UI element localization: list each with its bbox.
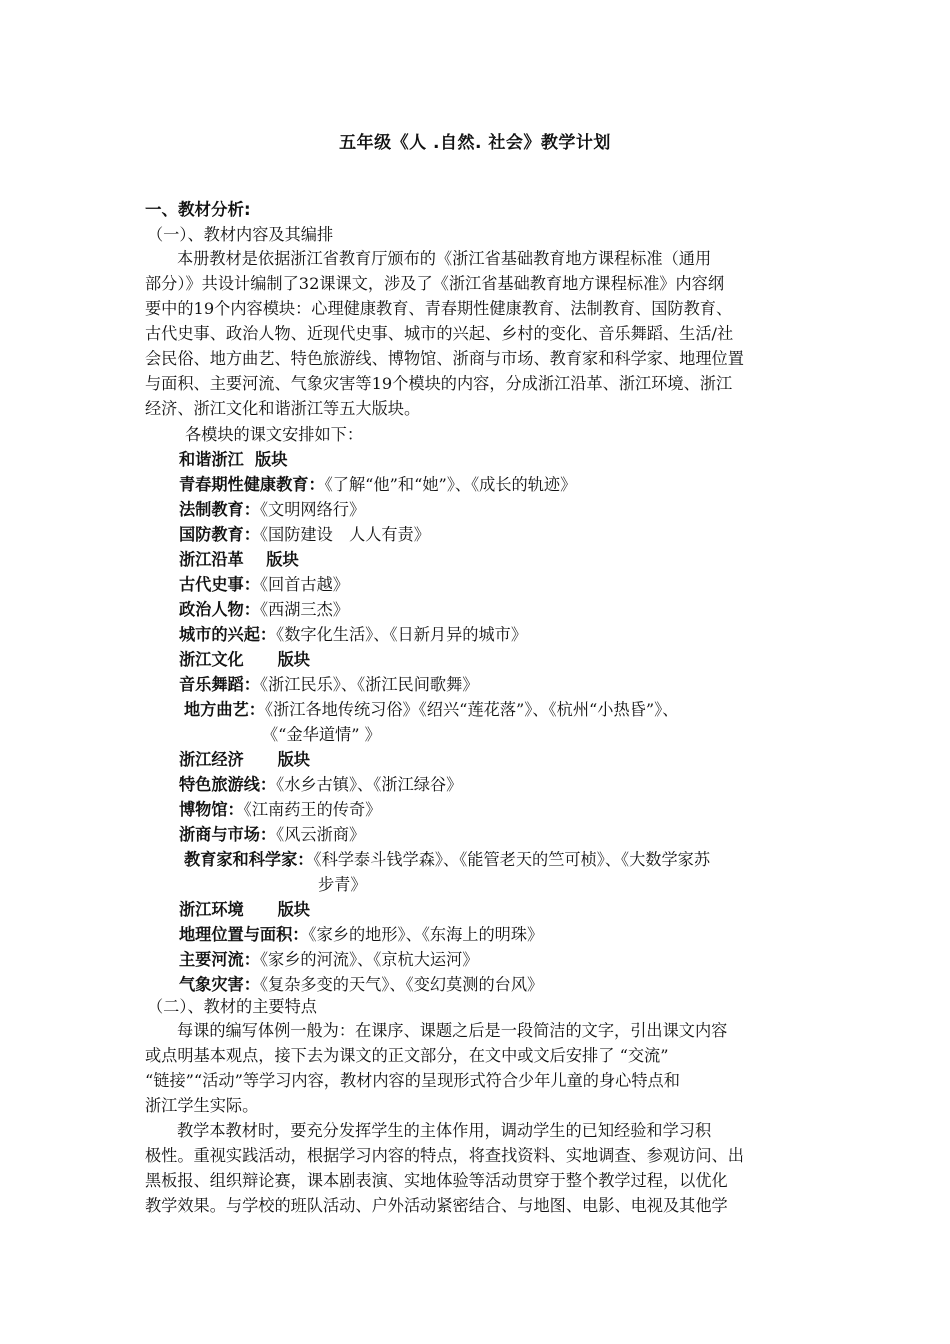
module-lessons: 《风云浙商》 (276, 825, 366, 844)
section-heading: 一、教材分析: (145, 200, 251, 219)
module-item (179, 946, 478, 970)
module-lessons: 《家乡的河流》、《京杭大运河》 (259, 950, 479, 969)
paragraph-line: 极性。重视实践活动，根据学习内容的特点，将查找资料、实地调查、参观访问、出 (145, 1146, 744, 1165)
subsection-heading-features: （二）、教材的主要特点 (147, 997, 317, 1016)
module-label: 城市的兴起： (179, 625, 277, 644)
module-section-heading: 浙江经济 版块 (179, 750, 310, 769)
module-lessons: 《了解“他”和“她”》、《成长的轨迹》 (324, 475, 577, 494)
module-item (184, 696, 678, 720)
document-title: 五年级《人 .自然. 社会》教学计划 (339, 133, 611, 153)
module-lessons: 《西湖三杰》 (259, 600, 349, 619)
paragraph-line: 要中的19个内容模块：心理健康教育、青春期性健康教育、法制教育、国防教育、 (145, 299, 733, 318)
paragraph-features (145, 1018, 809, 1118)
paragraph-line: “链接”“活动”等学习内容，教材内容的呈现形式符合少年儿童的身心特点和 (145, 1071, 680, 1090)
module-label: 音乐舞蹈： (179, 675, 260, 694)
module-label: 青春期性健康教育： (179, 475, 325, 494)
module-lessons: 《复杂多变的天气》、《变幻莫测的台风》 (259, 975, 544, 994)
module-item (179, 821, 365, 845)
module-label: 地理位置与面积： (179, 925, 309, 944)
module-label: 特色旅游线： (179, 775, 277, 794)
module-label: 博物馆： (179, 800, 244, 819)
module-item (179, 521, 430, 545)
module-label: 浙商与市场： (179, 825, 277, 844)
module-lessons: 《国防建设 人人有责》 (259, 525, 430, 544)
module-item (179, 671, 478, 695)
module-section-heading: 浙江环境 版块 (179, 900, 310, 919)
paragraph-line: 或点明基本观点，接下去为课文的正文部分，在文中或文后安排了 “交流” (145, 1046, 669, 1065)
module-label: 教育家和科学家： (184, 850, 314, 869)
module-section-heading: 浙江文化 版块 (179, 650, 310, 669)
module-label: 气象灾害： (179, 975, 260, 994)
module-item (179, 496, 365, 520)
module-lessons: 《浙江民乐》、《浙江民间歌舞》 (259, 675, 479, 694)
module-lessons-continued: 《“金华道情” 》 (262, 725, 381, 744)
module-lessons: 《数字化生活》、《日新月异的城市》 (276, 625, 528, 644)
module-label: 古代史事： (179, 575, 260, 594)
paragraph-line: 浙江学生实际。 (145, 1096, 259, 1115)
paragraph-line: 部分）》共设计编制了32课课文，涉及了《浙江省基础教育地方课程标准》内容纲 (145, 274, 725, 293)
module-item (179, 971, 543, 995)
paragraph-teaching (145, 1118, 809, 1218)
module-item (179, 921, 543, 945)
module-section-heading: 和谐浙江 版块 (179, 450, 288, 469)
module-item (179, 771, 462, 795)
paragraph-content-intro (145, 246, 809, 421)
paragraph-line: 古代史事、政治人物、近现代史事、城市的兴起、乡村的变化、音乐舞蹈、生活/社 (145, 324, 734, 343)
module-label: 主要河流： (179, 950, 260, 969)
module-lessons-continued: 步青》 (318, 875, 367, 894)
module-label: 法制教育： (179, 500, 260, 519)
module-item (179, 471, 576, 495)
module-lessons: 《科学泰斗钱学森》、《能管老天的竺可桢》、《大数学家苏 (313, 850, 711, 869)
module-item (179, 621, 527, 645)
module-lessons: 《家乡的地形》、《东海上的明珠》 (308, 925, 544, 944)
paragraph-line: 教学本教材时，要充分发挥学生的主体作用，调动学生的已知经验和学习积 (177, 1121, 712, 1140)
paragraph-line: 每课的编写体例一般为：在课序、课题之后是一段简洁的文字，引出课文内容 (177, 1021, 728, 1040)
module-label: 政治人物： (179, 600, 260, 619)
module-section-heading: 浙江沿革 版块 (179, 550, 299, 569)
module-label: 地方曲艺： (184, 700, 265, 719)
paragraph-line: 与面积、主要河流、气象灾害等19个模块的内容，分成浙江沿革、浙江环境、浙江 (145, 374, 733, 393)
paragraph-line: 会民俗、地方曲艺、特色旅游线、博物馆、浙商与市场、教育家和科学家、地理位置 (145, 349, 744, 368)
module-lessons: 《江南药王的传奇》 (243, 800, 382, 819)
module-item (184, 846, 710, 870)
module-lessons: 《水乡古镇》、《浙江绿谷》 (276, 775, 463, 794)
module-item (179, 571, 349, 595)
subsection-heading-content: （一）、教材内容及其编排 (147, 225, 334, 244)
module-lessons: 《浙江各地传统习俗》《绍兴“莲花落”》、《杭州“小热昏”》、 (264, 700, 679, 719)
module-lessons: 《回首古越》 (259, 575, 349, 594)
module-label: 国防教育： (179, 525, 260, 544)
arrange-intro: 各模块的课文安排如下： (185, 425, 364, 444)
module-item (179, 796, 381, 820)
paragraph-line: 黑板报、组织辩论赛，课本剧表演、实地体验等活动贯穿于整个教学过程，以优化 (145, 1171, 728, 1190)
paragraph-line: 本册教材是依据浙江省教育厅颁布的《浙江省基础教育地方课程标准（通用 (177, 249, 712, 268)
module-lessons: 《文明网络行》 (259, 500, 366, 519)
paragraph-line: 教学效果。与学校的班队活动、户外活动紧密结合、与地图、电影、电视及其他学 (145, 1196, 728, 1215)
paragraph-line: 经济、浙江文化和谐浙江等五大版块。 (145, 399, 421, 418)
module-item (179, 596, 349, 620)
